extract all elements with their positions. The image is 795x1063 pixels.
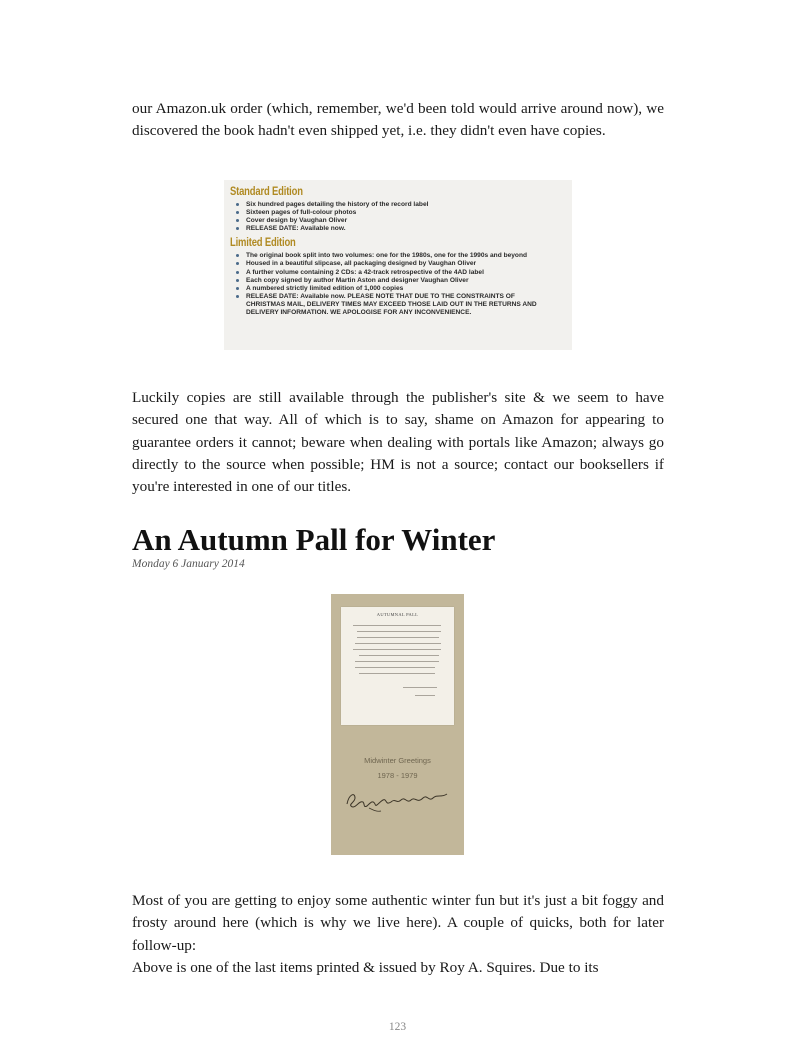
paragraph-amazon-order: our Amazon.uk order (which, remember, we'd been told would arrive around now), we discovered the book hadn't even shipped yet, i.e. they didn't even have copies. — [132, 100, 664, 140]
poem-paper — [341, 607, 454, 725]
standard-edition-list — [230, 201, 572, 233]
list-item: A numbered strictly limited edition of 1,000 copies — [236, 285, 572, 293]
list-item: The original book split into two volumes: one for the 1980s, one for the 1990s and beyond — [236, 252, 572, 260]
list-item: Sixteen pages of full-colour photos — [236, 209, 572, 217]
list-item: Cover design by Vaughan Oliver — [236, 217, 572, 225]
bullet-icon — [236, 254, 239, 257]
bullet-icon — [236, 271, 239, 274]
card-years-text: 1978 - 1979 — [377, 771, 418, 780]
paragraph-roy-squires: Above is one of the last items printed & issued by Roy A. Squires. Due to its — [132, 959, 599, 976]
list-item: A further volume containing 2 CDs: a 42-track retrospective of the 4AD label — [236, 269, 572, 277]
list-item: Housed in a beautiful slipcase, all packaging designed by Vaughan Oliver — [236, 260, 572, 268]
book-editions-image — [224, 180, 572, 350]
post-title: An Autumn Pall for Winter — [132, 522, 496, 557]
bullet-icon — [236, 262, 239, 265]
bullet-icon — [236, 287, 239, 290]
bullet-icon — [236, 279, 239, 282]
list-item: Each copy signed by author Martin Aston and designer Vaughan Oliver — [236, 277, 572, 285]
greeting-card-image — [331, 594, 464, 855]
list-item: RELEASE DATE: Available now. — [236, 225, 572, 233]
paragraph-winter-fun: Most of you are getting to enjoy some authentic winter fun but it's just a bit foggy and frosty around here (which is why we live here). A couple of quicks, both for later follow-up: — [132, 892, 664, 954]
bullet-icon — [236, 203, 239, 206]
signature-image — [343, 784, 453, 814]
list-item: Six hundred pages detailing the history of the record label — [236, 201, 572, 209]
limited-edition-title: Limited Edition — [230, 237, 296, 250]
bullet-icon — [236, 227, 239, 230]
post-date: Monday 6 January 2014 — [132, 558, 245, 570]
card-greeting-text: Midwinter Greetings — [364, 756, 431, 765]
bullet-icon — [236, 295, 239, 298]
poem-title: AUTUMNAL PALL — [376, 612, 419, 617]
page-number: 123 — [388, 1021, 407, 1033]
limited-edition-list — [230, 252, 572, 317]
bullet-icon — [236, 211, 239, 214]
list-item: RELEASE DATE: Available now. PLEASE NOTE THAT DUE TO THE CONSTRAINTS OF CHRISTMAS MAIL, DELIVERY TIMES MAY EXCEED THOSE LAID OUT IN THE RETURNS AND DELIVERY INFORMATION. WE APOLOGISE FOR ANY INCONVENIENCE. — [236, 293, 572, 317]
standard-edition-title: Standard Edition — [230, 186, 303, 198]
paragraph-publisher-site: Luckily copies are still available through the publisher's site & we seem to have secured one that way. All of which is to say, shame on Amazon for appearing to guarantee orders it cannot; beware when dealing with portals like Amazon; always go directly to the source when possible; HM is not a source; contact our booksellers if you're interested in one of our titles. — [132, 389, 664, 496]
bullet-icon — [236, 219, 239, 222]
